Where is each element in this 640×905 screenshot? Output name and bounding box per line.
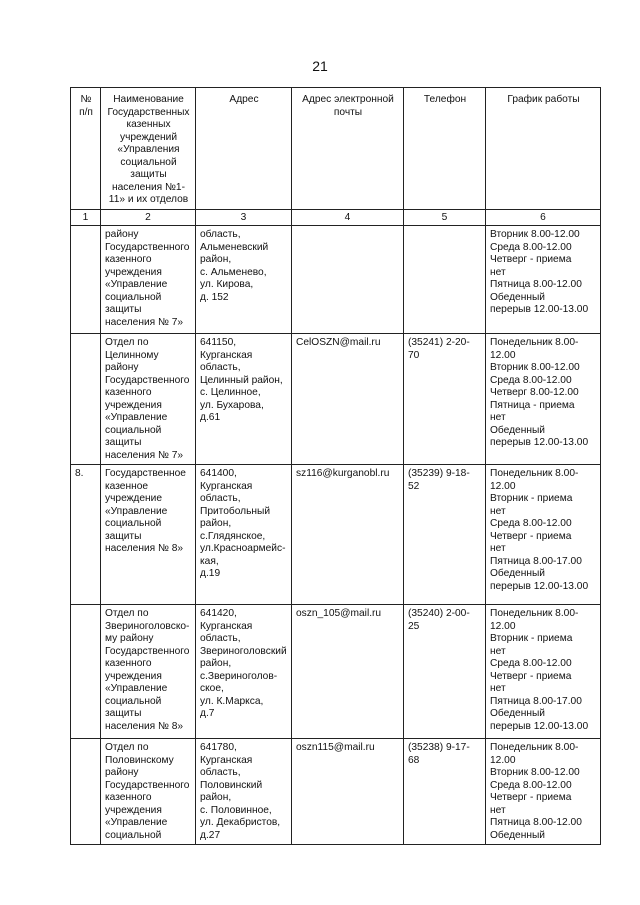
institution-name	[101, 465, 196, 605]
phone	[404, 226, 486, 334]
cell-line: Обеденный	[490, 291, 545, 303]
cell-line: Четверг 8.00-12.00	[490, 387, 579, 398]
cell-line: защиты	[105, 708, 142, 719]
cell-line: (35241) 2-20-	[408, 337, 470, 348]
cell-line: область,	[200, 229, 241, 240]
cell-line: 12.00	[490, 349, 516, 361]
address	[196, 605, 292, 739]
cell-line: Отдел по	[105, 337, 149, 348]
cell-line: казенных	[126, 119, 171, 130]
row-number	[71, 334, 101, 465]
table-row	[71, 226, 601, 334]
cell-line: Государственного	[105, 779, 190, 791]
cell-line: 12.00	[490, 620, 516, 632]
cell-line: Пятница 8.00-17.00	[490, 555, 582, 567]
institution-name	[101, 739, 196, 845]
cell-line: учреждения	[105, 670, 162, 682]
institution-name	[101, 334, 196, 465]
schedule	[486, 605, 601, 739]
header-name	[101, 88, 196, 210]
cell-line: Обеденный	[490, 568, 545, 579]
cell-line: казенное	[105, 480, 149, 492]
table-row	[71, 605, 601, 739]
header-address	[196, 88, 292, 210]
cell-line: му району	[105, 633, 154, 644]
cell-line: Среда 8.00-12.00	[490, 241, 572, 253]
cell-line: казенного	[105, 254, 152, 265]
cell-line: 641420,	[200, 608, 237, 619]
column-number-row	[71, 209, 601, 226]
cell-line: Пятница 8.00-12.00	[490, 279, 582, 290]
cell-line: Отдел по	[105, 742, 149, 753]
cell-line: Среда 8.00-12.00	[490, 374, 572, 386]
cell-line: с.Звериноголов-	[200, 670, 278, 682]
cell-line: Государственного	[105, 374, 190, 386]
cell-line: 641150,	[200, 337, 237, 348]
cell-line: учреждения	[105, 399, 162, 411]
cell-line: защиты	[105, 437, 142, 448]
cell-line: 641400,	[200, 468, 237, 479]
cell-line: д.61	[200, 412, 221, 423]
cell-line: Понедельник 8.00-	[490, 337, 579, 348]
cell-line: «Управление	[105, 505, 168, 517]
cell-line: Обеденный	[490, 708, 545, 719]
cell-line: ул. Кирова,	[200, 279, 254, 290]
table-row	[71, 465, 601, 605]
cell-line: Вторник 8.00-12.00	[490, 362, 580, 373]
address	[196, 465, 292, 605]
cell-line: Понедельник 8.00-	[490, 608, 579, 619]
cell-line: Государственного	[105, 241, 190, 253]
cell-line: (35240) 2-00-	[408, 608, 470, 619]
row-number	[71, 226, 101, 334]
cell-line: району	[105, 362, 139, 373]
cell-line: ул.Красноармейс-	[200, 543, 286, 554]
cell-line: нет	[490, 543, 506, 554]
table-body	[71, 226, 601, 845]
cell-line: Альменевский	[200, 241, 269, 253]
cell-line: нет	[490, 266, 506, 278]
cell-line: Государственное	[105, 468, 186, 479]
column-number: 1	[71, 209, 101, 226]
cell-line: Среда 8.00-12.00	[490, 518, 572, 529]
column-number: 6	[486, 209, 601, 226]
cell-line: Среда 8.00-12.00	[490, 779, 572, 791]
cell-line: область,	[200, 633, 241, 644]
cell-line: д.19	[200, 568, 221, 579]
cell-line: д. 152	[200, 291, 229, 303]
cell-line: 11» и их отделов	[108, 194, 189, 205]
schedule	[486, 334, 601, 465]
cell-line: перерыв 12.00-13.00	[490, 720, 589, 732]
cell-line: ское,	[200, 683, 224, 694]
schedule	[486, 465, 601, 605]
cell-line: учреждения	[105, 266, 162, 278]
institutions-table	[70, 87, 601, 845]
cell-line: с. Альменево,	[200, 266, 267, 278]
column-number: 2	[101, 209, 196, 226]
cell-line: Обеденный	[490, 424, 545, 436]
cell-line: нет	[490, 645, 506, 657]
cell-line: Адрес электронной	[302, 94, 394, 105]
cell-line: Звериноголовский	[200, 645, 287, 657]
email	[292, 226, 404, 334]
cell-line: График работы	[507, 94, 580, 105]
cell-line: учреждений	[119, 131, 178, 143]
cell-line: кая,	[200, 555, 219, 567]
column-number: 3	[196, 209, 292, 226]
cell-line: «Управление	[105, 279, 168, 290]
cell-line: область,	[200, 493, 241, 504]
cell-line: 641780,	[200, 742, 237, 753]
cell-line: Вторник - приема	[490, 633, 573, 644]
cell-line: 52	[408, 480, 420, 492]
cell-line: социальной	[105, 424, 162, 436]
email: oszn115@mail.ru	[292, 739, 404, 845]
cell-line: Понедельник 8.00-	[490, 468, 579, 479]
cell-line: Адрес	[229, 94, 259, 105]
cell-line: область,	[200, 767, 241, 778]
schedule	[486, 226, 601, 334]
cell-line: район,	[200, 792, 232, 803]
cell-line: Целинный район,	[200, 374, 283, 386]
cell-line: социальной	[120, 156, 177, 168]
cell-line: Звериноголовско-	[105, 620, 190, 632]
cell-line: населения №1-	[112, 181, 185, 193]
cell-line: Четверг - приема	[490, 254, 572, 265]
cell-line: казенного	[105, 658, 152, 669]
cell-line: учреждение	[105, 493, 163, 504]
row-number: 8.	[71, 465, 101, 605]
row-number	[71, 739, 101, 845]
schedule	[486, 739, 601, 845]
cell-line: ул. Декабристов,	[200, 817, 281, 828]
phone	[404, 739, 486, 845]
cell-line: социальной	[105, 518, 162, 529]
cell-line: Курганская	[200, 349, 253, 361]
row-number	[71, 605, 101, 739]
cell-line: социальной	[105, 695, 162, 707]
cell-line: Четверг - приема	[490, 792, 572, 803]
cell-line: ул. Бухарова,	[200, 399, 264, 411]
cell-line: перерыв 12.00-13.00	[490, 437, 589, 448]
page-number: 21	[312, 58, 328, 74]
phone	[404, 334, 486, 465]
cell-line: Государственных	[107, 106, 190, 118]
cell-line: Среда 8.00-12.00	[490, 658, 572, 669]
cell-line: нет	[490, 683, 506, 694]
cell-line: с. Половинное,	[200, 804, 272, 816]
cell-line: нет	[490, 804, 506, 816]
cell-line: социальной	[105, 829, 162, 841]
cell-line: социальной	[105, 291, 162, 303]
cell-line: район,	[200, 518, 232, 529]
cell-line: району	[105, 767, 139, 778]
cell-line: «Управление	[105, 412, 168, 423]
cell-line: Целинному	[105, 349, 159, 361]
cell-line: почты	[333, 106, 363, 118]
cell-line: с.Глядянское,	[200, 530, 266, 542]
cell-line: «Управления	[117, 144, 180, 155]
cell-line: населения № 8»	[105, 543, 184, 554]
cell-line: Притобольный	[200, 505, 271, 517]
cell-line: район,	[200, 658, 232, 669]
cell-line: Пятница 8.00-12.00	[490, 817, 582, 828]
header-num	[71, 88, 101, 210]
cell-line: 12.00	[490, 754, 516, 766]
cell-line: защиты	[130, 169, 167, 180]
column-number: 4	[292, 209, 404, 226]
cell-line: 25	[408, 620, 420, 632]
cell-line: нет	[490, 412, 506, 423]
cell-line: Четверг - приема	[490, 530, 572, 542]
cell-line: Телефон	[423, 94, 467, 105]
cell-line: Отдел по	[105, 608, 149, 619]
cell-line: перерыв 12.00-13.00	[490, 304, 589, 315]
table-row	[71, 334, 601, 465]
table-row	[71, 739, 601, 845]
institution-name	[101, 226, 196, 334]
header-schedule	[486, 88, 601, 210]
cell-line: Курганская	[200, 480, 253, 492]
cell-line: Пятница 8.00-17.00	[490, 695, 582, 707]
cell-line: д.27	[200, 829, 221, 841]
cell-line: 68	[408, 754, 420, 766]
cell-line: перерыв 12.00-13.00	[490, 580, 589, 592]
cell-line: с. Целинное,	[200, 387, 261, 398]
cell-line: Вторник 8.00-12.00	[490, 767, 580, 778]
cell-line: 70	[408, 349, 420, 361]
cell-line: район,	[200, 254, 232, 265]
address	[196, 334, 292, 465]
cell-line: Государственного	[105, 645, 190, 657]
cell-line: защиты	[105, 530, 142, 542]
header-phone	[404, 88, 486, 210]
cell-line: область,	[200, 362, 241, 373]
email: CelOSZN@mail.ru	[292, 334, 404, 465]
cell-line: казенного	[105, 792, 152, 803]
cell-line: Половинскому	[105, 754, 174, 766]
header-email	[292, 88, 404, 210]
address	[196, 226, 292, 334]
cell-line: казенного	[105, 387, 152, 398]
cell-line: 12.00	[490, 480, 516, 492]
email: oszn_105@mail.ru	[292, 605, 404, 739]
column-number: 5	[404, 209, 486, 226]
cell-line: защиты	[105, 304, 142, 315]
cell-line: Вторник - приема	[490, 493, 573, 504]
cell-line: Обеденный	[490, 829, 545, 841]
cell-line: населения № 7»	[105, 449, 184, 461]
cell-line: Четверг - приема	[490, 670, 572, 682]
cell-line: Наименование	[113, 94, 184, 105]
institution-name	[101, 605, 196, 739]
cell-line: Пятница - приема	[490, 399, 575, 411]
cell-line: Курганская	[200, 620, 253, 632]
cell-line: населения № 8»	[105, 720, 184, 732]
cell-line: п/п	[79, 106, 93, 118]
cell-line: д.7	[200, 708, 215, 719]
header-row	[71, 88, 601, 210]
cell-line: Вторник 8.00-12.00	[490, 229, 580, 240]
cell-line: населения № 7»	[105, 316, 184, 328]
cell-line: Половинский	[200, 779, 263, 791]
cell-line: нет	[490, 505, 506, 517]
cell-line: району	[105, 229, 139, 240]
email: sz116@kurganobl.ru	[292, 465, 404, 605]
cell-line: (35239) 9-18-	[408, 468, 470, 479]
cell-line: «Управление	[105, 817, 168, 828]
cell-line: учреждения	[105, 804, 162, 816]
cell-line: (35238) 9-17-	[408, 742, 470, 753]
cell-line: №	[80, 94, 92, 105]
address	[196, 739, 292, 845]
cell-line: ул. К.Маркса,	[200, 695, 264, 707]
cell-line: Курганская	[200, 754, 253, 766]
phone	[404, 605, 486, 739]
phone	[404, 465, 486, 605]
cell-line: «Управление	[105, 683, 168, 694]
cell-line: Понедельник 8.00-	[490, 742, 579, 753]
